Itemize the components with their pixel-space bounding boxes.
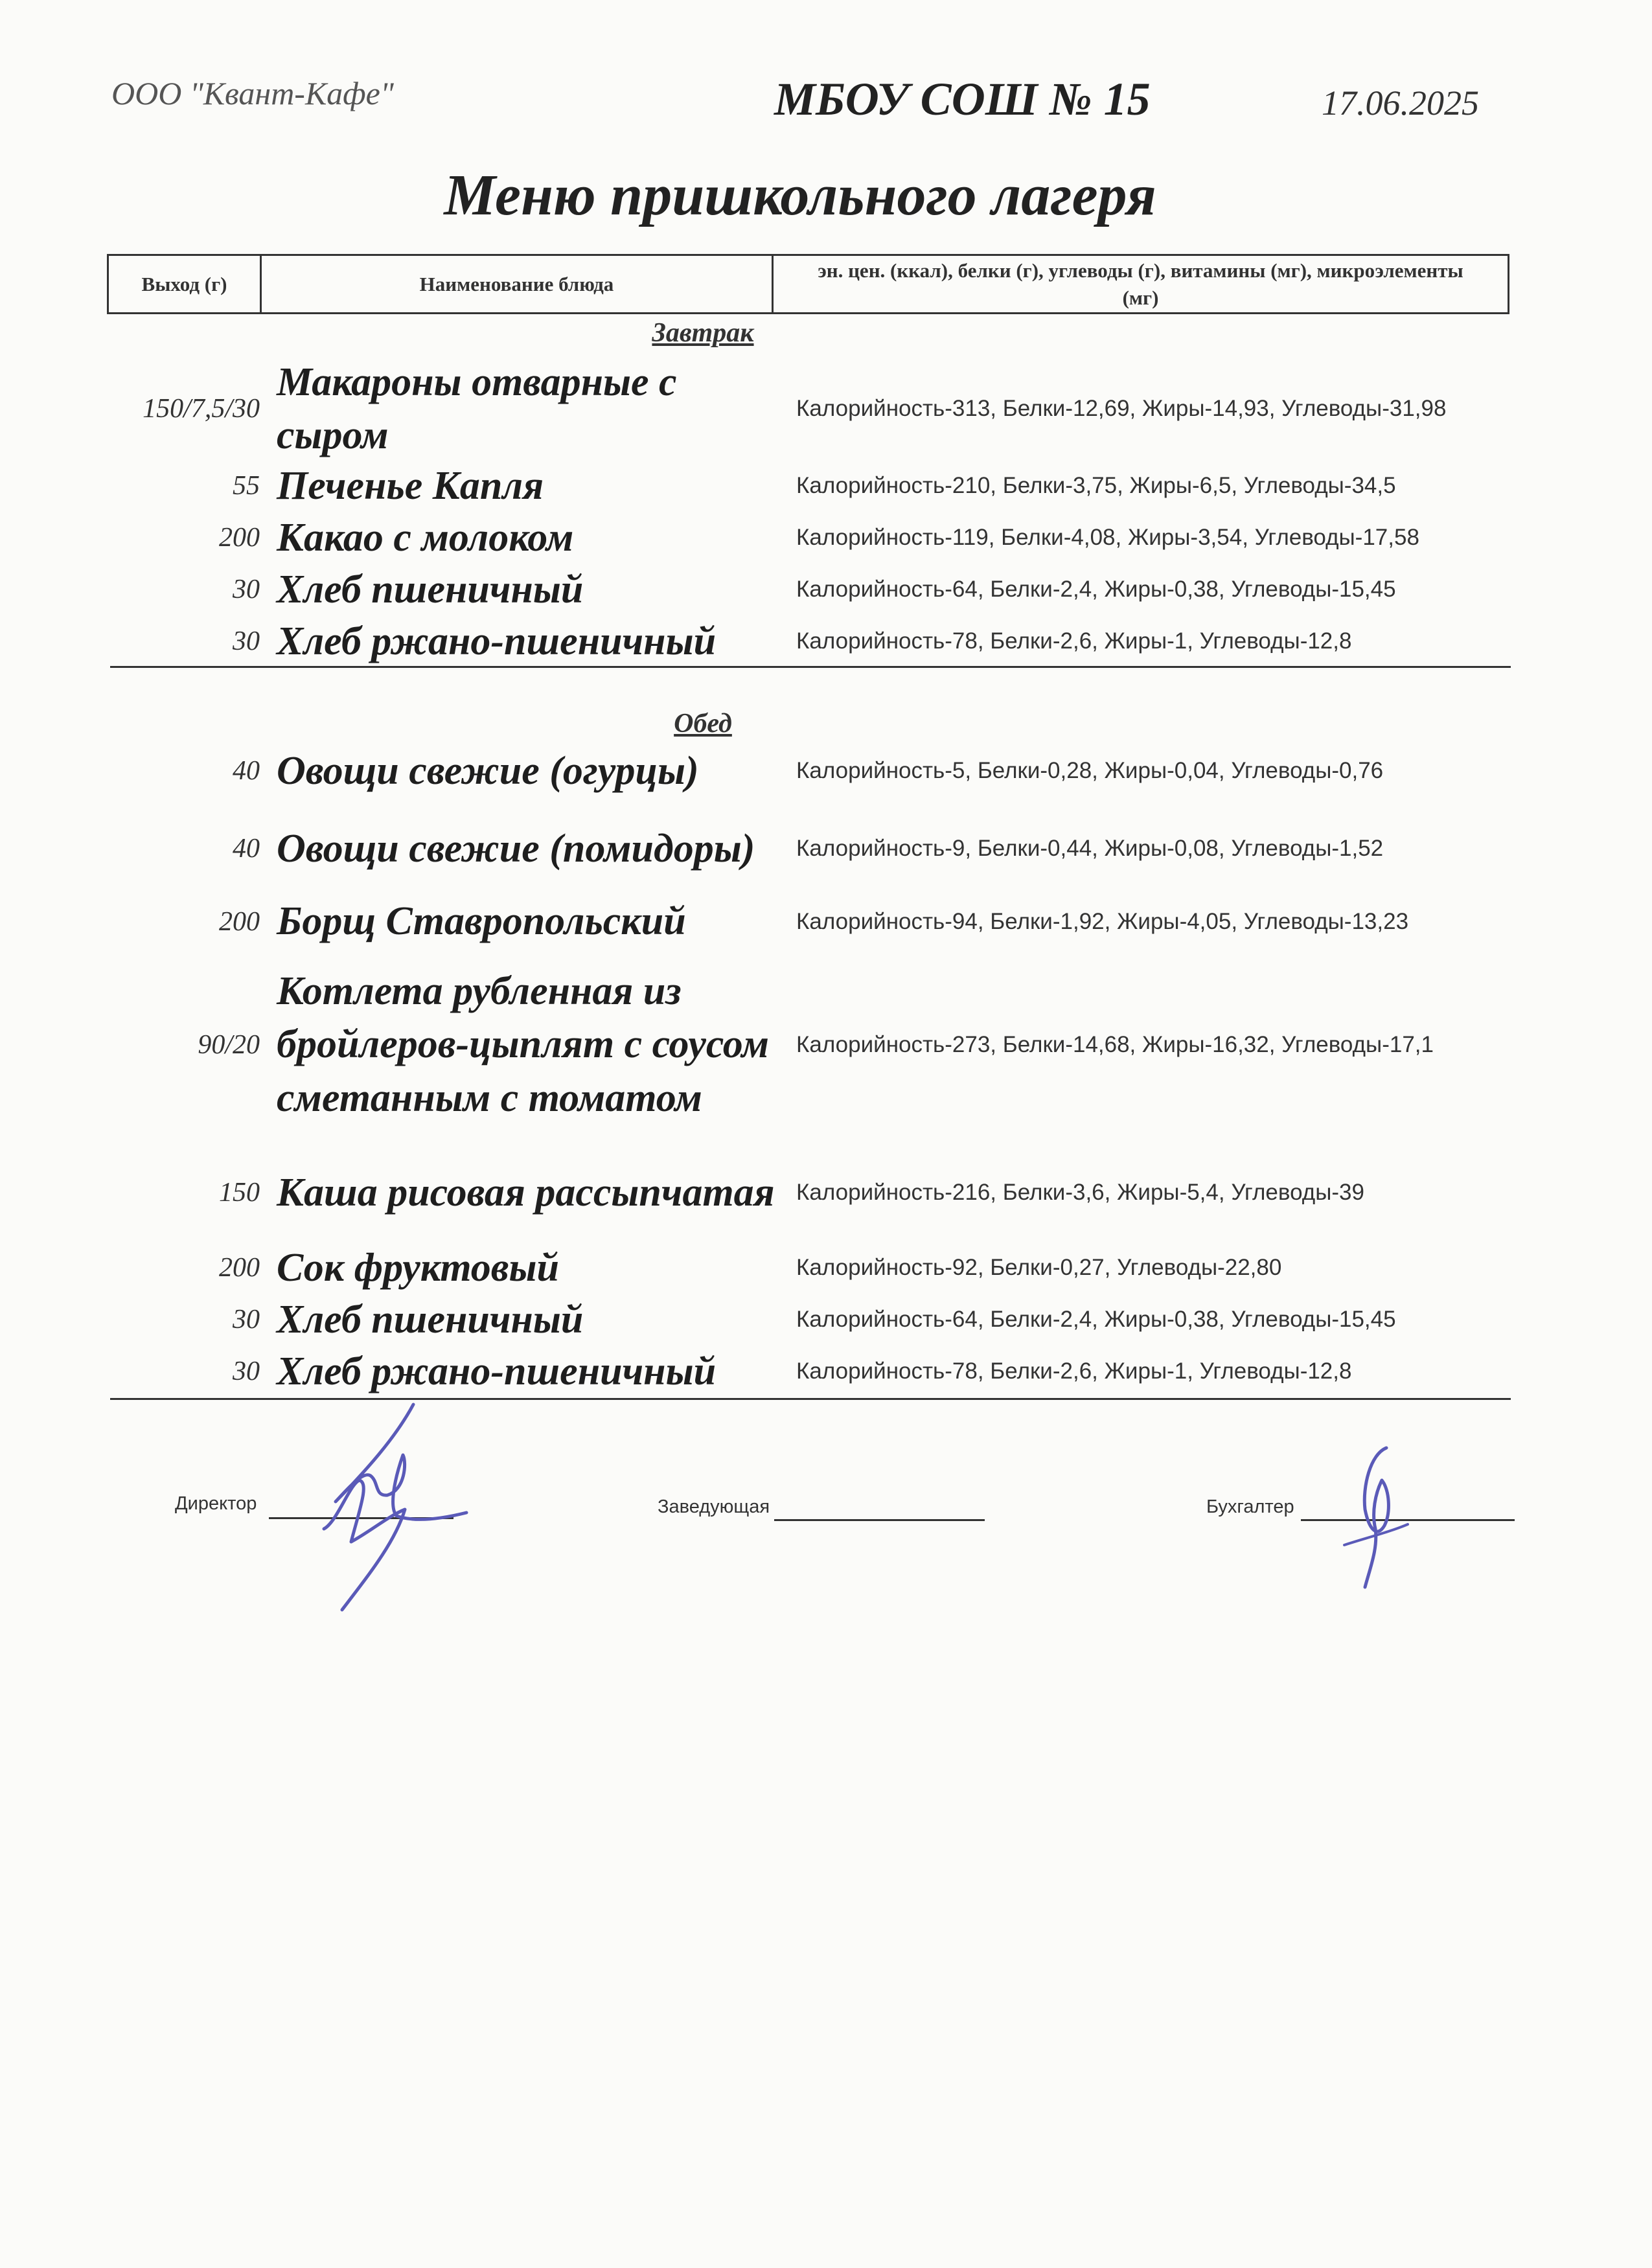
document-date: 17.06.2025 bbox=[1322, 84, 1479, 122]
row-yield: 30 bbox=[233, 626, 260, 656]
accountant-label: Бухгалтер bbox=[1206, 1496, 1294, 1517]
table-row bbox=[107, 800, 1509, 897]
row-yield: 30 bbox=[233, 575, 260, 604]
table-row bbox=[107, 564, 1509, 615]
row-yield: 30 bbox=[233, 1357, 260, 1386]
section-title-lunch: Обед bbox=[674, 709, 732, 739]
row-dish: Макароны отварные с сыром bbox=[277, 360, 677, 457]
row-dish: Овощи свежие (помидоры) bbox=[277, 826, 755, 871]
table-row bbox=[107, 897, 1509, 946]
table-header bbox=[107, 254, 1509, 314]
table-row bbox=[107, 1294, 1509, 1346]
page-title: Меню пришкольного лагеря bbox=[444, 163, 1156, 227]
row-nutrition: Калорийность-78, Белки-2,6, Жиры-1, Углеводы-12,8 bbox=[796, 628, 1352, 654]
accountant-signature bbox=[1325, 1441, 1416, 1597]
table-row bbox=[107, 946, 1509, 1143]
table-row bbox=[107, 512, 1509, 564]
row-yield: 90/20 bbox=[198, 1029, 260, 1060]
row-nutrition: Калорийность-216, Белки-3,6, Жиры-5,4, Углеводы-39 bbox=[796, 1180, 1364, 1205]
row-dish: Борщ Ставропольский bbox=[277, 899, 686, 944]
row-dish: Хлеб ржано-пшеничный bbox=[277, 619, 717, 663]
row-yield: 200 bbox=[219, 523, 260, 553]
school-name: МБОУ СОШ № 15 bbox=[774, 73, 1151, 125]
row-nutrition: Калорийность-64, Белки-2,4, Жиры-0,38, Углеводы-15,45 bbox=[796, 1307, 1396, 1332]
row-yield: 150/7,5/30 bbox=[143, 394, 260, 424]
column-header-dish: Наименование блюда bbox=[262, 256, 774, 312]
row-yield: 200 bbox=[219, 906, 260, 937]
row-nutrition: Калорийность-119, Белки-4,08, Жиры-3,54, Углеводы-17,58 bbox=[796, 525, 1419, 550]
column-header-yield: Выход (г) bbox=[109, 256, 262, 312]
table-row bbox=[107, 361, 1509, 457]
table-row bbox=[107, 1143, 1509, 1242]
head-label: Заведующая bbox=[658, 1496, 770, 1517]
organization-name: ООО "Квант-Кафе" bbox=[111, 75, 394, 111]
row-nutrition: Калорийность-313, Белки-12,69, Жиры-14,93, Углеводы-31,98 bbox=[796, 396, 1447, 421]
row-nutrition: Калорийность-78, Белки-2,6, Жиры-1, Углеводы-12,8 bbox=[796, 1358, 1352, 1384]
row-nutrition: Калорийность-5, Белки-0,28, Жиры-0,04, Углеводы-0,76 bbox=[796, 758, 1384, 783]
row-nutrition: Калорийность-210, Белки-3,75, Жиры-6,5, Углеводы-34,5 bbox=[796, 473, 1396, 498]
row-nutrition: Калорийность-64, Белки-2,4, Жиры-0,38, Углеводы-15,45 bbox=[796, 577, 1396, 602]
row-dish: Хлеб пшеничный bbox=[277, 1297, 584, 1342]
row-dish: Какао с молоком bbox=[277, 515, 574, 560]
row-yield: 200 bbox=[219, 1253, 260, 1283]
row-yield: 40 bbox=[233, 756, 260, 786]
row-dish: Сок фруктовый bbox=[277, 1245, 559, 1290]
director-label: Директор bbox=[175, 1493, 257, 1514]
row-dish: Хлеб пшеничный bbox=[277, 567, 584, 612]
section-title-breakfast: Завтрак bbox=[652, 318, 754, 348]
row-nutrition: Калорийность-273, Белки-14,68, Жиры-16,32, Углеводы-17,1 bbox=[796, 1031, 1434, 1057]
row-dish: Печенье Капля bbox=[277, 463, 544, 508]
head-signature-line bbox=[774, 1519, 985, 1521]
section-divider bbox=[110, 666, 1511, 668]
row-dish: Овощи свежие (огурцы) bbox=[277, 748, 699, 793]
director-signature bbox=[298, 1393, 492, 1620]
row-dish: Котлета рубленная из бройлеров-цыплят с соусом сметанным с томатом bbox=[277, 968, 769, 1120]
row-dish: Хлеб ржано-пшеничный bbox=[277, 1349, 717, 1393]
row-nutrition: Калорийность-94, Белки-1,92, Жиры-4,05, Углеводы-13,23 bbox=[796, 908, 1409, 934]
row-yield: 150 bbox=[219, 1178, 260, 1208]
row-nutrition: Калорийность-92, Белки-0,27, Углеводы-22,80 bbox=[796, 1255, 1282, 1280]
table-row bbox=[107, 745, 1509, 797]
row-dish: Каша рисовая рассыпчатая bbox=[277, 1170, 775, 1215]
table-row bbox=[107, 615, 1509, 667]
table-row bbox=[107, 460, 1509, 512]
table-row bbox=[107, 1346, 1509, 1397]
row-yield: 30 bbox=[233, 1305, 260, 1334]
row-yield: 40 bbox=[233, 834, 260, 864]
row-nutrition: Калорийность-9, Белки-0,44, Жиры-0,08, Углеводы-1,52 bbox=[796, 836, 1384, 861]
table-row bbox=[107, 1242, 1509, 1294]
row-yield: 55 bbox=[233, 471, 260, 501]
column-header-nutrition: эн. цен. (ккал), белки (г), углеводы (г), витамины (мг), микроэлементы (мг) bbox=[818, 258, 1463, 309]
